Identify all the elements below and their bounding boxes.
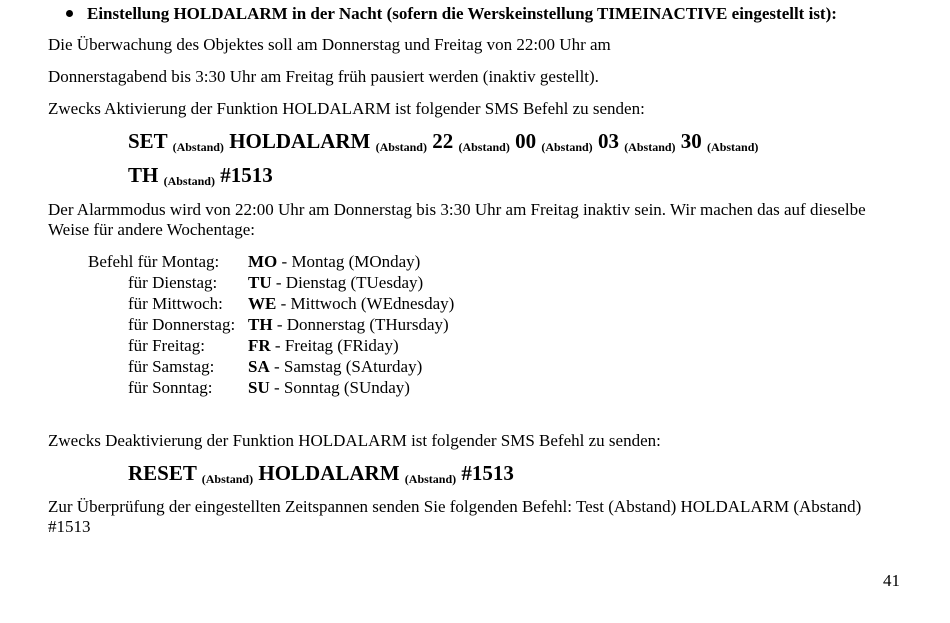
weekday-row <box>128 378 213 398</box>
weekday-code: TU - Dienstag (TUesday) <box>248 273 424 292</box>
cmd-token: 30 <box>680 129 702 153</box>
weekday-label: für Dienstag: <box>128 273 218 292</box>
cmd-token: 03 <box>597 129 619 153</box>
weekday-code: SA - Samstag (SAturday) <box>248 357 423 376</box>
cmd-token: RESET <box>128 461 197 485</box>
set-command-line-2 <box>128 163 273 189</box>
weekday-code: WE - Mittwoch (WEdnesday) <box>248 294 455 313</box>
weekday-label: für Samstag: <box>128 357 215 376</box>
weekday-code: MO - Montag (MOnday) <box>248 252 421 271</box>
weekday-row <box>128 357 214 377</box>
paragraph-5: Zwecks Deaktivierung der Funktion HOLDALARM ist folgender SMS Befehl zu senden: <box>48 431 661 450</box>
cmd-token: #1513 <box>461 461 514 485</box>
weekday-label: für Freitag: <box>128 336 205 355</box>
reset-command <box>128 461 514 487</box>
weekday-row <box>128 294 223 314</box>
cmd-separator: (Abstand) <box>172 140 224 154</box>
weekday-code: SU - Sonntag (SUnday) <box>248 378 410 397</box>
paragraph-2: Donnerstagabend bis 3:30 Uhr am Freitag früh pausiert werden (inaktiv gestellt). <box>48 67 599 86</box>
cmd-separator: (Abstand) <box>201 472 254 486</box>
cmd-separator: (Abstand) <box>163 174 215 188</box>
weekday-label: für Donnerstag: <box>128 315 236 334</box>
weekday-label: Befehl für Montag: <box>88 252 220 271</box>
weekday-row <box>128 315 235 335</box>
paragraph-3: Zwecks Aktivierung der Funktion HOLDALARM ist folgender SMS Befehl zu senden: <box>48 99 645 118</box>
weekday-row <box>88 252 219 272</box>
paragraph-6: Zur Überprüfung der eingestellten Zeitspannen senden Sie folgenden Befehl: Test (Abstand) HOLDALARM (Abstand) #1513 <box>48 497 862 537</box>
set-command-line-1 <box>128 129 758 155</box>
cmd-separator: (Abstand) <box>624 140 676 154</box>
page-number: 41 <box>883 571 900 590</box>
weekday-row <box>128 336 205 356</box>
cmd-separator: (Abstand) <box>458 140 510 154</box>
section-heading <box>66 4 837 24</box>
cmd-separator: (Abstand) <box>375 140 427 154</box>
cmd-separator: (Abstand) <box>707 140 759 154</box>
cmd-token: #1513 <box>220 163 273 187</box>
heading-text: Einstellung HOLDALARM in der Nacht (sofern die Werskeinstellung TIMEINACTIVE eingestellt ist): <box>87 4 837 23</box>
cmd-token: HOLDALARM <box>229 129 371 153</box>
weekday-code: FR - Freitag (FRiday) <box>248 336 399 355</box>
weekday-code: TH - Donnerstag (THursday) <box>248 315 449 334</box>
cmd-separator: (Abstand) <box>404 472 457 486</box>
cmd-token: HOLDALARM <box>258 461 400 485</box>
cmd-token: TH <box>128 163 159 187</box>
cmd-token: 00 <box>515 129 537 153</box>
cmd-token: SET <box>128 129 168 153</box>
weekday-label: für Sonntag: <box>128 378 213 397</box>
weekday-label: für Mittwoch: <box>128 294 223 313</box>
bullet-icon <box>66 10 73 17</box>
cmd-token: 22 <box>432 129 454 153</box>
paragraph-1: Die Überwachung des Objektes soll am Donnerstag und Freitag von 22:00 Uhr am <box>48 35 611 54</box>
cmd-separator: (Abstand) <box>541 140 593 154</box>
paragraph-4: Der Alarmmodus wird von 22:00 Uhr am Donnerstag bis 3:30 Uhr am Freitag inaktiv sein. Wir machen das auf dieselbe Weise für andere Wochentage: <box>48 200 866 240</box>
weekday-row <box>128 273 217 293</box>
